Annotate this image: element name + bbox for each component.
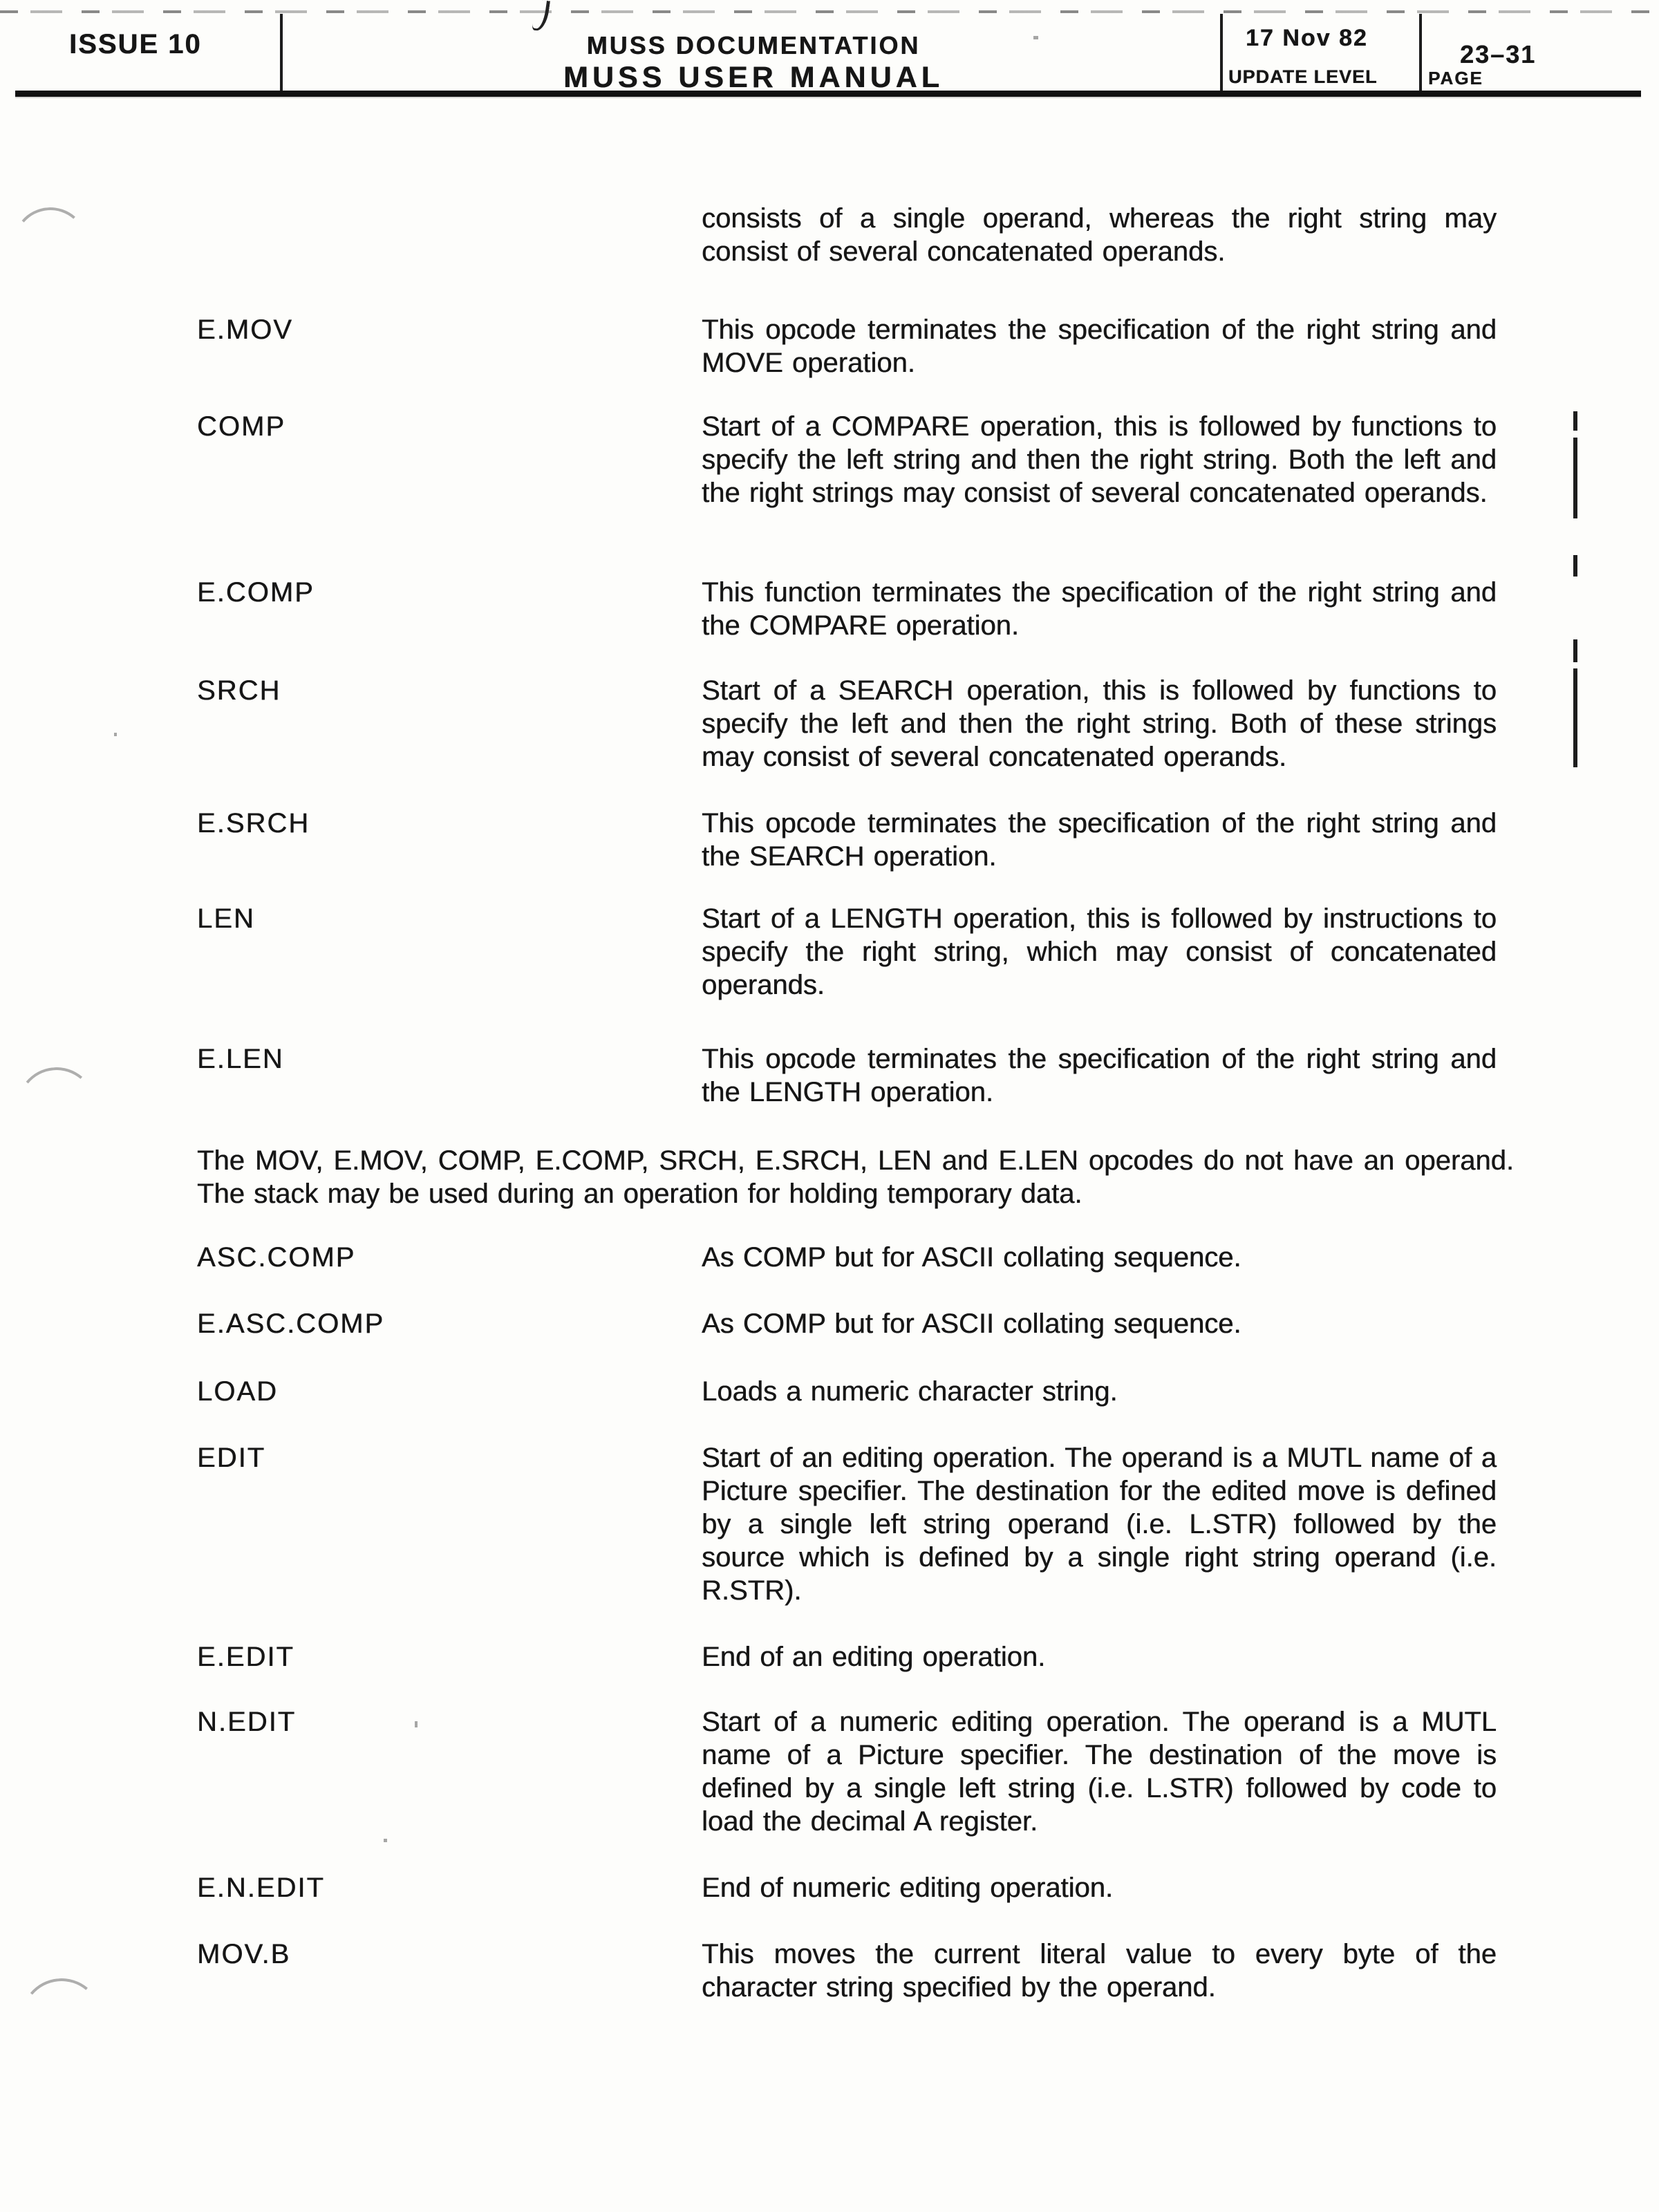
update-date: 17 Nov 82: [1246, 25, 1368, 51]
opcode-description: As COMP but for ASCII collating sequence.: [702, 1242, 1241, 1273]
opcode-label: SRCH: [197, 675, 281, 706]
scan-speck: [114, 733, 117, 736]
scan-speck: [384, 1839, 387, 1842]
opcode-description: This opcode terminates the specification of the right string and the LENGTH operation.: [702, 1044, 1497, 1107]
opcode-description: Start of an editing operation. The operand is a MUTL name of a Picture specifier. The destination for the edited move is defined by a single left string operand (i.e. L.STR) followed by the source which is defined by a single right string operand (i.e. R.STR).: [702, 1443, 1497, 1606]
intro-paragraph: consists of a single operand, whereas the right string may consist of several concatenated operands.: [702, 203, 1497, 267]
opcode-description: End of numeric editing operation.: [702, 1873, 1114, 1903]
stray-ink-mark: [532, 0, 550, 32]
opcode-description: Loads a numeric character string.: [702, 1376, 1118, 1407]
revision-change-bar: [1573, 668, 1577, 767]
opcode-label: E.ASC.COMP: [197, 1309, 385, 1339]
opcode-description: This opcode terminates the specification of the right string and MOVE operation.: [702, 315, 1497, 378]
opcode-label: ASC.COMP: [197, 1242, 356, 1273]
document-title: [290, 33, 1217, 93]
opcode-label: N.EDIT: [197, 1707, 297, 1737]
opcode-label: E.MOV: [197, 315, 293, 345]
opcode-label: MOV.B: [197, 1939, 291, 1969]
page-curl-mark-bottom: [17, 1975, 106, 2063]
opcode-description: This function terminates the specification of the right string and the COMPARE operation.: [702, 577, 1497, 641]
opcode-label: E.COMP: [197, 577, 315, 608]
revision-change-bar: [1573, 411, 1577, 431]
header-divider-update: [1220, 14, 1223, 91]
opcode-label: COMP: [197, 411, 285, 442]
opcode-label: EDIT: [197, 1443, 266, 1473]
opcode-label: LEN: [197, 903, 255, 934]
scan-speck: [415, 1721, 418, 1727]
opcode-label: LOAD: [197, 1376, 278, 1407]
opcode-label: E.SRCH: [197, 808, 310, 838]
opcode-description: Start of a LENGTH operation, this is followed by instructions to specify the right string, which may consist of concatenated operands.: [702, 903, 1497, 1000]
document-title-line2: MUSS USER MANUAL: [563, 61, 944, 94]
page-label: PAGE: [1428, 68, 1483, 88]
opcode-description: As COMP but for ASCII collating sequence.: [702, 1309, 1241, 1339]
opcode-description: Start of a SEARCH operation, this is followed by functions to specify the left and then the right string. Both of these strings may consist of several concatenated operands.: [702, 675, 1497, 772]
document-title-line1: MUSS DOCUMENTATION: [586, 31, 921, 59]
issue-number: ISSUE 10: [69, 29, 202, 59]
page-curl-mark-top: [10, 205, 91, 287]
revision-change-bar: [1573, 438, 1577, 518]
scan-noise-top-edge: [0, 10, 1659, 13]
scan-speck: [1033, 36, 1038, 39]
opcode-description: End of an editing operation.: [702, 1642, 1046, 1672]
header-divider-page: [1419, 14, 1422, 91]
middle-paragraph: The MOV, E.MOV, COMP, E.COMP, SRCH, E.SRCH, LEN and E.LEN opcodes do not have an operand. The stack may be used during an operation for holding temporary data.: [197, 1145, 1514, 1209]
page-curl-mark-middle: [13, 1064, 100, 1152]
opcode-description: Start of a COMPARE operation, this is followed by functions to specify the left string and then the right string. Both the left and the right strings may consist of several concatenated operands.: [702, 411, 1497, 508]
opcode-label: E.N.EDIT: [197, 1873, 325, 1903]
opcode-label: E.EDIT: [197, 1642, 294, 1672]
revision-change-bar: [1573, 639, 1577, 662]
revision-change-bar: [1573, 555, 1577, 577]
opcode-description: This moves the current literal value to every byte of the character string specified by the operand.: [702, 1939, 1497, 2003]
page-number: 23–31: [1460, 40, 1537, 68]
update-level-label: UPDATE LEVEL: [1228, 66, 1378, 87]
opcode-description: This opcode terminates the specification of the right string and the SEARCH operation.: [702, 808, 1497, 872]
opcode-description: Start of a numeric editing operation. The operand is a MUTL name of a Picture specifier. The destination of the move is defined by a single left string (i.e. L.STR) followed by code to load the decimal A register.: [702, 1707, 1497, 1837]
opcode-label: E.LEN: [197, 1044, 284, 1074]
header-divider-left: [280, 14, 283, 91]
